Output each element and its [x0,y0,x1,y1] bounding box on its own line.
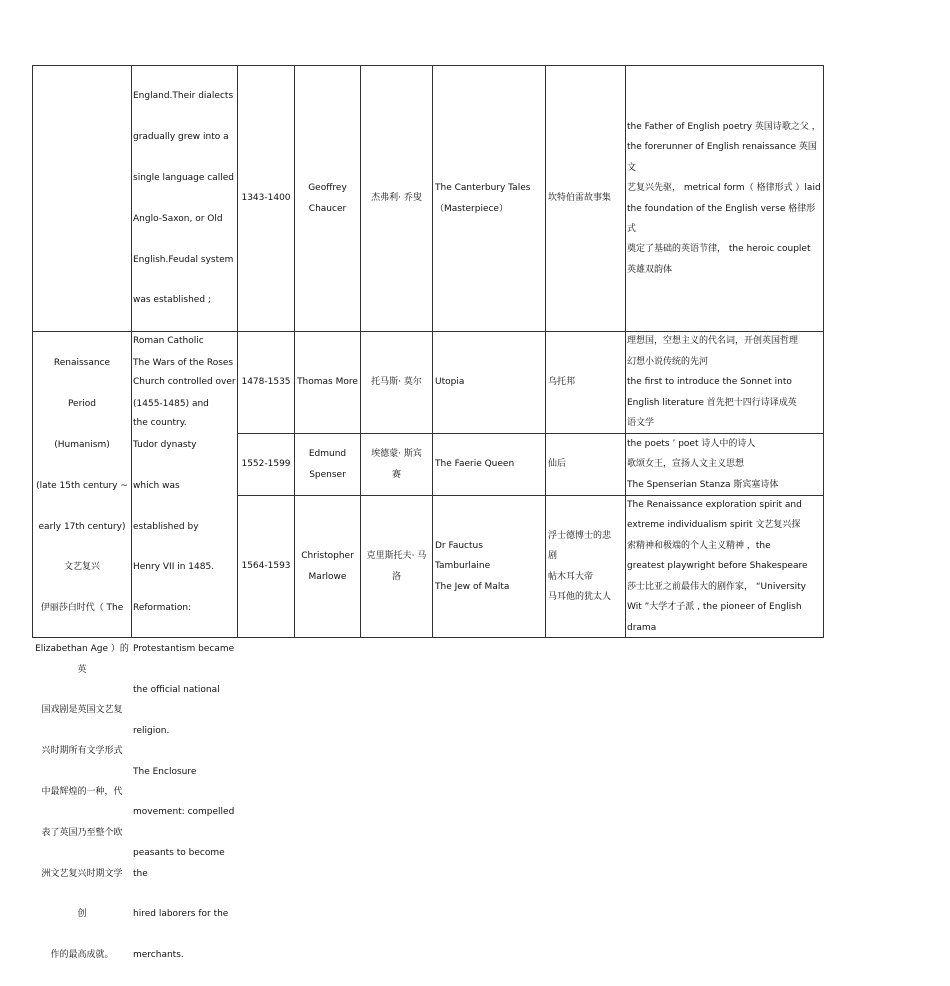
years-cell: 1343-1400 [241,193,291,204]
period-cell: Renaissance Period (Humanism) (late 15th century ~ early 17th century) 文艺复兴 伊丽莎白时代（ The Elizabethan Age ）的英 国戏剧是英国文艺复 兴时期所有文学形式 中最辉煌的一种，代 表了英国乃至整个欧 洲文艺复兴时期文学 创 作的最高成就。 [35,358,129,961]
works-cn-cell: 浮士德博士的悲 剧 帖木耳大帝 马耳他的犹太人 [548,530,612,602]
notes-cell: the Father of English poetry 英国诗歌之父 ， the forerunner of English renaissance 英国文 艺复兴先驱， metrical form（ 格律形式 ）laid the foundation of the English verse 格律形式 奠定了基础的英语节律， the heroic couplet 英雄双韵体 [627,121,821,275]
years-cell: 1478-1535 [241,377,291,388]
author-cn-cell: 克里斯托夫· 马洛 [366,551,427,582]
col-divider [131,65,132,638]
works-en-cell: The Canterbury Tales （Masterpiece） [435,183,531,214]
author-cn-cell: 埃德蒙· 斯宾赛 [371,449,422,480]
col-divider [432,65,433,638]
author-en-cell: Edmund Spenser [308,449,347,480]
col-divider [625,65,626,638]
works-cn-cell: 坎特伯雷故事集 [548,193,612,204]
years-cell: 1564-1593 [241,561,291,572]
works-cn-cell: 乌托邦 [548,377,576,388]
background-cell: England.Their dialects gradually grew into a single language called Anglo-Saxon, or Old English.Feudal system was established ; Roman Catholic Church controlled over the country. [133,91,236,428]
works-en-cell: Utopia [435,377,465,388]
notes-cell: 理想国，空想主义的代名词，开创英国哲理 幻想小说传统的先河 the first to introduce the Sonnet into English literature 首先把十四行诗译成英 语文学 [627,336,799,429]
author-cn-cell: 杰弗利· 乔叟 [371,193,422,204]
author-cn-cell: 托马斯· 莫尔 [371,377,422,388]
years-cell: 1552-1599 [241,459,291,470]
works-cn-cell: 仙后 [548,459,567,470]
author-en-cell: Geoffrey Chaucer [308,183,347,214]
author-en-cell: Christopher Marlowe [301,551,354,582]
background-cell: The Wars of the Roses (1455-1485) and Tudor dynasty which was established by Henry VII in 1485. Reformation: Protestantism became the official national religion. The Enclosure movement: compelled peasants to become the hired laborers for the merchants. [133,358,235,961]
col-divider [545,65,546,638]
notes-cell: The Renaissance exploration spirit and extreme individualism spirit 文艺复兴探 索精神和极端的个人主义精神 ，the greatest playwright before Shakespeare 莎士比亚之前最伟大的剧作家， “University Wit ”大学才子派 , the pioneer of English drama [627,500,808,633]
notes-cell: the poets ’ poet 诗人中的诗人 歌颂女王，宣扬人文主义思想 The Spenserian Stanza 斯宾塞诗体 [627,438,779,490]
author-en-cell: Thomas More [297,377,358,388]
works-en-cell: The Faerie Queen [435,459,515,470]
works-en-cell: Dr Fauctus Tamburlaine The Jew of Malta [435,540,510,592]
